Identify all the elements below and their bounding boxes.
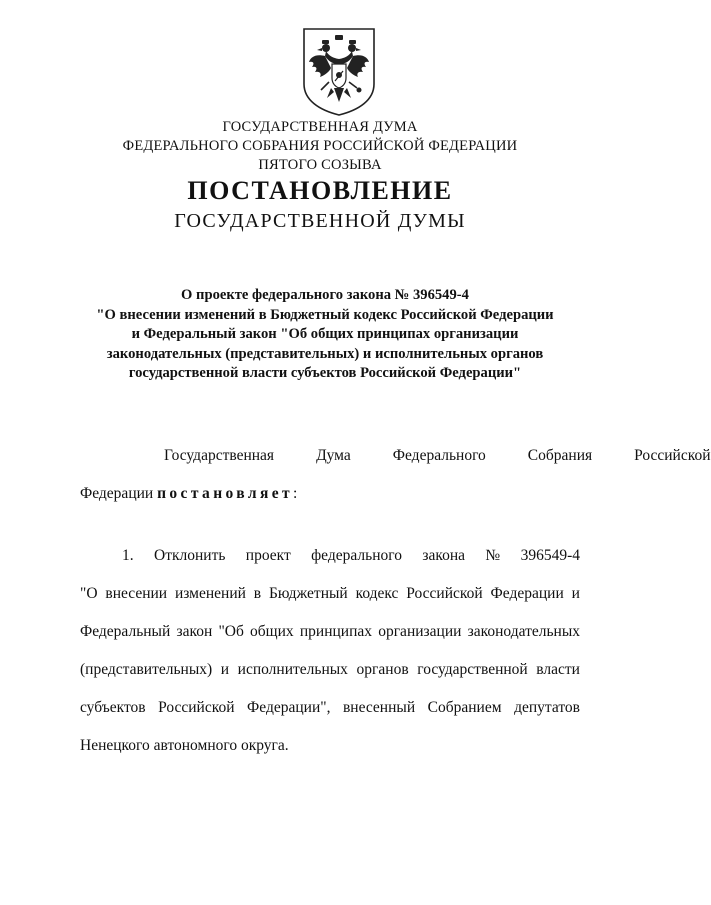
item-word: депутатов	[514, 699, 580, 716]
preamble-word: Дума	[316, 447, 351, 464]
item-word: 396549-4	[520, 547, 580, 564]
item-line	[80, 584, 580, 604]
item-word: 1.	[122, 547, 134, 564]
preamble-punctuation: :	[293, 485, 298, 502]
document-type-subtitle: ГОСУДАРСТВЕННОЙ ДУМЫ	[174, 210, 466, 232]
issuer-line-3: ПЯТОГО СОЗЫВА	[258, 157, 382, 173]
item-word: Ненецкого автономного округа.	[80, 737, 289, 754]
item-word: внесенный	[342, 699, 416, 716]
item-word: федерального	[311, 547, 402, 564]
item-word: органов	[356, 661, 409, 678]
item-word: исполнительных	[237, 661, 348, 678]
item-word: принципах	[299, 623, 373, 640]
subject-line: "О внесении изменений в Бюджетный кодекс Российской Федерации	[96, 306, 554, 323]
item-word: (представительных)	[80, 661, 213, 678]
item-word: закона	[422, 547, 466, 564]
item-word: государственной	[417, 661, 528, 678]
item-word: закон	[176, 623, 213, 640]
item-word: общих	[250, 623, 294, 640]
subject-line: законодательных (представительных) и исполнительных органов	[106, 345, 544, 362]
resolution-keyword: постановляет	[157, 485, 294, 502]
issuer-line-2: ФЕДЕРАЛЬНОГО СОБРАНИЯ РОССИЙСКОЙ ФЕДЕРАЦИИ	[122, 138, 518, 154]
item-word: Федерации	[490, 585, 564, 602]
issuer-line-1: ГОСУДАРСТВЕННАЯ ДУМА	[222, 119, 418, 135]
item-word: №	[485, 547, 501, 564]
item-line	[122, 546, 580, 566]
item-word: Бюджетный	[268, 585, 348, 602]
item-word: и	[571, 585, 580, 602]
subject-line: О проекте федерального закона № 396549-4	[181, 287, 469, 303]
item-word: Российской	[158, 699, 235, 716]
item-word: Федеральный	[80, 623, 171, 640]
item-line	[80, 698, 580, 718]
preamble-line-2	[80, 484, 580, 504]
preamble-word: Государственная	[164, 447, 275, 464]
item-word: "Об	[218, 623, 244, 640]
subject-line: государственной власти субъектов Российской Федерации"	[128, 365, 522, 382]
item-word: в	[253, 585, 262, 602]
item-word: и	[220, 661, 230, 678]
preamble-word: Российской	[634, 447, 711, 464]
russian-coat-of-arms-icon	[301, 26, 377, 118]
document-type: ПОСТАНОВЛЕНИЕ	[187, 176, 453, 205]
item-word: изменений	[174, 585, 246, 602]
item-word: проект	[245, 547, 291, 564]
item-word: Федерации",	[247, 699, 331, 716]
item-word: внесении	[105, 585, 168, 602]
item-word: законодательных	[467, 623, 580, 640]
item-word: Собранием	[427, 699, 502, 716]
document-subject	[60, 286, 590, 384]
preamble-line-1	[80, 446, 711, 466]
item-word: Российской	[406, 585, 483, 602]
subject-line: и Федеральный закон "Об общих принципах организации	[131, 326, 519, 343]
item-line	[80, 622, 580, 642]
item-word: субъектов	[80, 699, 146, 716]
item-word: "О	[80, 585, 98, 602]
item-line	[80, 660, 580, 680]
item-line	[80, 736, 580, 756]
preamble-word: Собрания	[527, 447, 593, 464]
item-word: кодекс	[355, 585, 399, 602]
item-word: власти	[536, 661, 580, 678]
item-word: Отклонить	[154, 547, 226, 564]
preamble-word: Федерального	[392, 447, 486, 464]
preamble-word: Федерации	[80, 485, 154, 502]
item-word: организации	[378, 623, 462, 640]
